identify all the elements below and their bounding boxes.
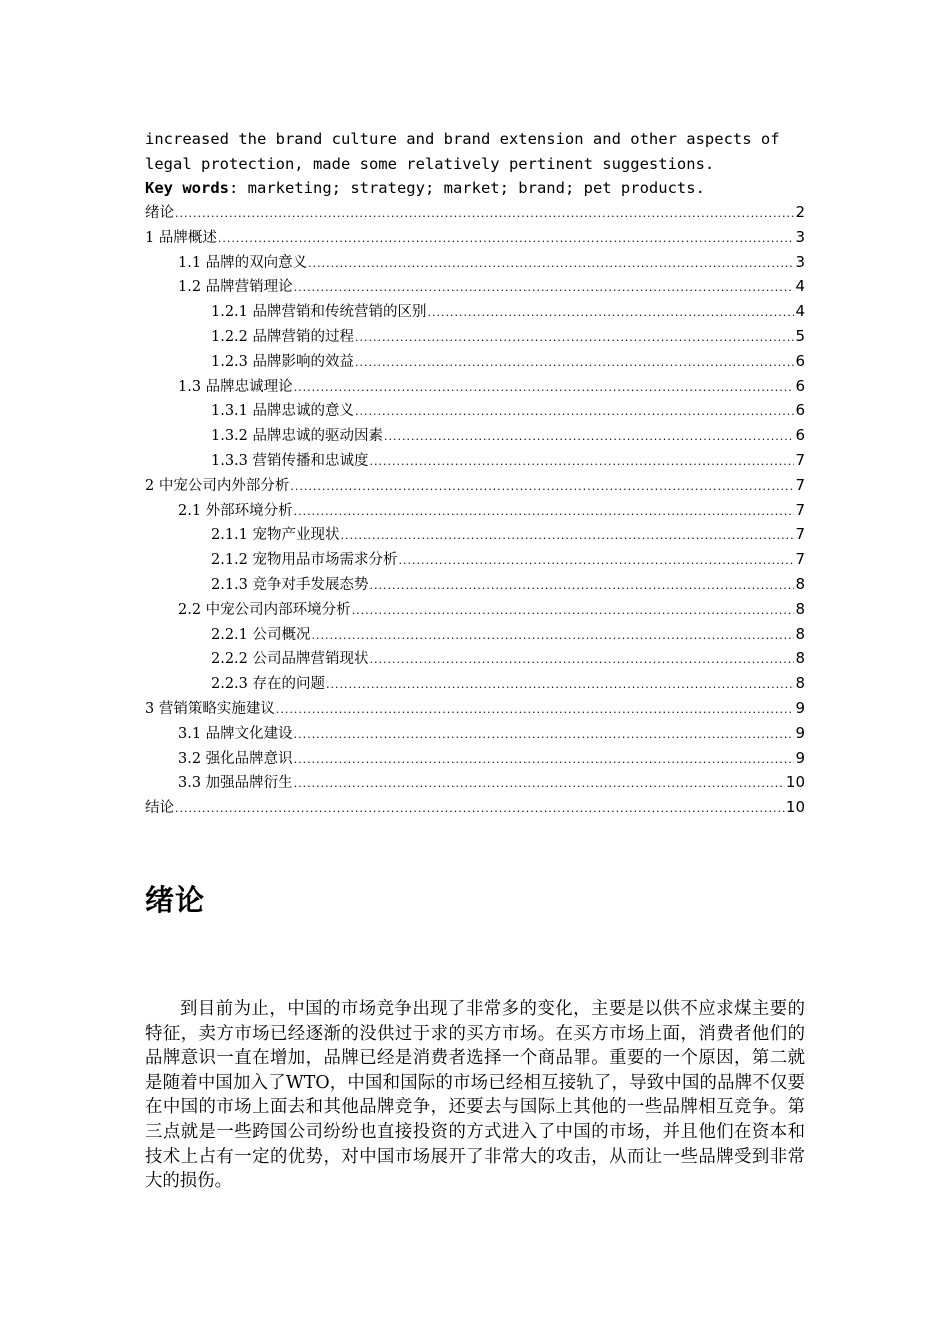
toc-entry[interactable] xyxy=(145,746,805,771)
toc-dot-leader xyxy=(294,376,795,401)
abstract-english xyxy=(145,127,805,201)
section-heading: 绪论 xyxy=(145,883,206,917)
toc-dot-leader xyxy=(312,624,795,649)
toc-entry[interactable] xyxy=(145,721,805,746)
toc-page-number: 3 xyxy=(795,227,805,246)
toc-dot-leader xyxy=(290,475,794,500)
toc-dot-leader xyxy=(428,301,795,326)
keywords-label: Key words xyxy=(145,179,229,197)
toc-page-number: 8 xyxy=(795,574,805,593)
toc-dot-leader xyxy=(355,351,794,376)
toc-entry-label: 2 中宠公司内外部分析 xyxy=(145,477,290,494)
toc-dot-leader xyxy=(294,748,795,773)
toc-page-number: 7 xyxy=(795,500,805,519)
toc-entry-label: 2.1 外部环境分析 xyxy=(178,502,293,519)
toc-entry[interactable] xyxy=(145,299,805,324)
toc-entry-label: 绪论 xyxy=(145,205,174,221)
body-paragraph: 到目前为止，中国的市场竞争出现了非常多的变化，主要是以供不应求煤主要的特征，卖方市场已经逐渐的没供过于求的买方市场。在买方市场上面，消费者他们的品牌意识一直在增加，品牌已经是消费者选择一个商品罪。重要的一个原因，第二就是随着中国加入了WTO，中国和国际的市场已经相互接轨了，导致中国的品牌不仅要在中国的市场上面去和其他品牌竞争，还要去与国际上其他的一些品牌相互竞争。第三点就是一些跨国公司纷纷也直接投资的方式进入了中国的市场，并且他们在资本和技术上占有一定的优势，对中国市场展开了非常大的攻击，从而让一些品牌受到非常大的损伤。 xyxy=(145,999,805,1192)
toc-page-number: 10 xyxy=(785,798,805,817)
toc-page-number: 6 xyxy=(795,351,805,370)
toc-entry[interactable] xyxy=(145,795,805,820)
toc-dot-leader xyxy=(370,574,795,599)
toc-entry-label: 1.2.3 品牌影响的效益 xyxy=(211,353,355,370)
toc-dot-leader xyxy=(352,599,795,624)
toc-entry-label: 3.2 强化品牌意识 xyxy=(178,750,293,767)
toc-entry[interactable] xyxy=(145,770,805,795)
table-of-contents xyxy=(145,200,805,820)
toc-page-number: 7 xyxy=(795,525,805,544)
abstract-line: legal protection, made some relatively pertinent suggestions. xyxy=(145,154,715,173)
toc-entry[interactable] xyxy=(145,398,805,423)
toc-entry-label: 1.1 品牌的双向意义 xyxy=(178,254,308,271)
toc-page-number: 6 xyxy=(795,401,805,420)
toc-page-number: 4 xyxy=(795,302,805,321)
toc-dot-leader xyxy=(175,797,785,822)
toc-dot-leader xyxy=(308,252,794,277)
toc-page-number: 7 xyxy=(795,450,805,469)
toc-dot-leader xyxy=(370,450,795,475)
toc-dot-leader xyxy=(294,276,795,301)
toc-entry[interactable] xyxy=(145,423,805,448)
toc-entry-label: 2.2.1 公司概况 xyxy=(211,626,311,643)
toc-page-number: 9 xyxy=(795,748,805,767)
toc-entry-label: 2.2 中宠公司内部环境分析 xyxy=(178,601,351,618)
toc-dot-leader xyxy=(399,549,795,574)
toc-entry[interactable] xyxy=(145,622,805,647)
toc-dot-leader xyxy=(370,648,795,673)
toc-entry[interactable] xyxy=(145,225,805,250)
toc-entry-label: 1.3 品牌忠诚理论 xyxy=(178,378,293,395)
toc-page-number: 2 xyxy=(795,203,805,221)
toc-entry-label: 1.3.2 品牌忠诚的驱动因素 xyxy=(211,428,384,445)
toc-entry-label: 1.3.3 营销传播和忠诚度 xyxy=(211,452,369,469)
toc-page-number: 4 xyxy=(795,277,805,296)
toc-entry[interactable] xyxy=(145,374,805,399)
toc-page-number: 9 xyxy=(795,698,805,717)
toc-dot-leader xyxy=(294,500,795,525)
toc-page-number: 10 xyxy=(785,773,805,792)
toc-entry[interactable] xyxy=(145,250,805,275)
toc-dot-leader xyxy=(341,524,795,549)
toc-entry-label: 1.3.1 品牌忠诚的意义 xyxy=(211,403,355,420)
toc-entry-label: 结论 xyxy=(145,800,174,817)
toc-entry-label: 1 品牌概述 xyxy=(145,229,217,246)
toc-dot-leader xyxy=(294,723,795,748)
toc-entry[interactable] xyxy=(145,498,805,523)
toc-entry[interactable] xyxy=(145,200,805,225)
toc-entry-label: 1.2.2 品牌营销的过程 xyxy=(211,328,355,345)
toc-page-number: 6 xyxy=(795,426,805,445)
toc-entry-label: 3.3 加强品牌衍生 xyxy=(178,775,293,792)
toc-page-number: 3 xyxy=(795,252,805,271)
toc-dot-leader xyxy=(355,400,794,425)
toc-entry[interactable] xyxy=(145,274,805,299)
toc-dot-leader xyxy=(294,772,785,797)
abstract-line: increased the brand culture and brand extension and other aspects of xyxy=(145,130,780,148)
keywords-line xyxy=(145,176,805,201)
toc-entry-label: 2.2.2 公司品牌营销现状 xyxy=(211,651,369,668)
toc-entry[interactable] xyxy=(145,696,805,721)
toc-entry-label: 1.2 品牌营销理论 xyxy=(178,279,293,296)
toc-entry[interactable] xyxy=(145,671,805,696)
toc-page-number: 5 xyxy=(795,326,805,345)
toc-entry[interactable] xyxy=(145,572,805,597)
toc-entry[interactable] xyxy=(145,473,805,498)
toc-page-number: 6 xyxy=(795,376,805,395)
toc-entry-label: 3 营销策略实施建议 xyxy=(145,700,275,717)
toc-entry-label: 2.2.3 存在的问题 xyxy=(211,676,326,693)
toc-entry-label: 2.1.3 竞争对手发展态势 xyxy=(211,576,369,593)
toc-dot-leader xyxy=(175,202,794,227)
toc-entry-label: 1.2.1 品牌营销和传统营销的区别 xyxy=(211,304,427,321)
toc-page-number: 7 xyxy=(795,475,805,494)
toc-entry[interactable] xyxy=(145,646,805,671)
toc-page-number: 8 xyxy=(795,624,805,643)
toc-dot-leader xyxy=(384,425,794,450)
toc-entry[interactable] xyxy=(145,522,805,547)
toc-page-number: 8 xyxy=(795,649,805,668)
toc-entry[interactable] xyxy=(145,349,805,374)
toc-page-number: 7 xyxy=(795,550,805,569)
toc-page-number: 8 xyxy=(795,599,805,618)
toc-entry-label: 2.1.1 宠物产业现状 xyxy=(211,527,340,544)
toc-page-number: 8 xyxy=(795,674,805,693)
body-text xyxy=(145,997,805,1194)
keywords-text: : marketing; strategy; market; brand; pet products. xyxy=(229,179,705,197)
toc-dot-leader xyxy=(355,326,794,351)
toc-page-number: 9 xyxy=(795,723,805,742)
toc-entry[interactable] xyxy=(145,597,805,622)
toc-entry-label: 2.1.2 宠物用品市场需求分析 xyxy=(211,552,398,569)
toc-dot-leader xyxy=(276,698,795,723)
toc-entry[interactable] xyxy=(145,547,805,572)
toc-entry-label: 3.1 品牌文化建设 xyxy=(178,725,293,742)
toc-dot-leader xyxy=(218,227,795,252)
toc-entry[interactable] xyxy=(145,324,805,349)
toc-dot-leader xyxy=(326,673,794,698)
toc-entry[interactable] xyxy=(145,448,805,473)
